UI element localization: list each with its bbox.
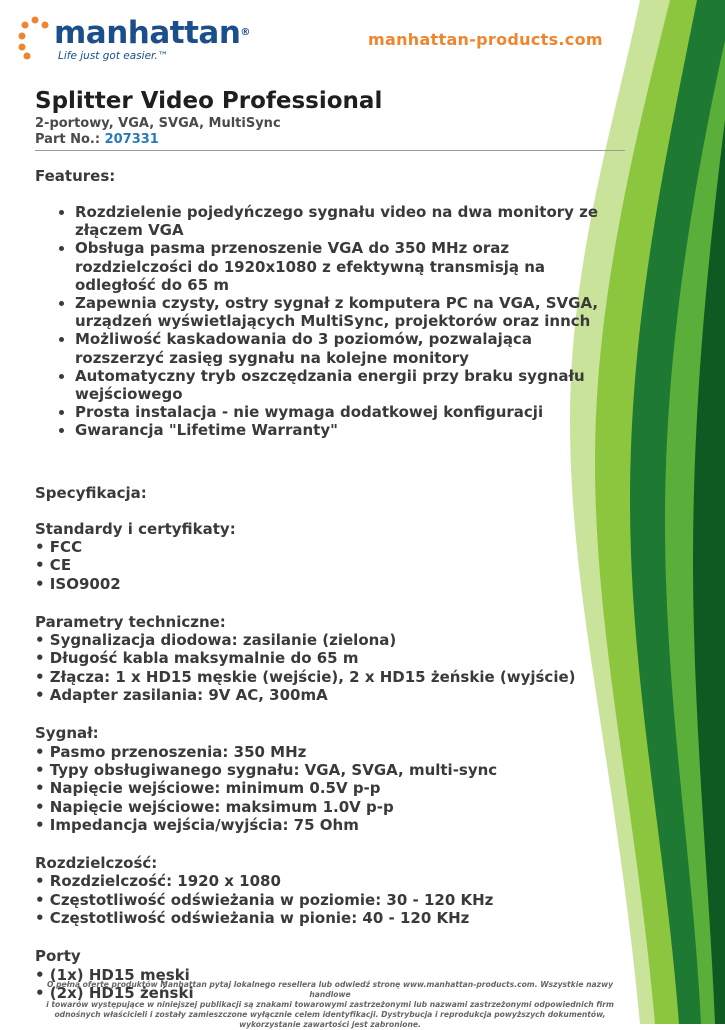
feature-item: • Obsługa pasma przenoszenie VGA do 350 MHz oraz rozdzielczości do 1920x1080 z efektywną transmisją na odległość do 65 m xyxy=(75,239,625,294)
spec-group-signal xyxy=(35,724,625,834)
part-number-label: Part No.: xyxy=(35,132,105,147)
spec-item: • Pasmo przenoszenia: 350 MHz xyxy=(35,742,307,761)
spec-group-heading: Porty xyxy=(35,947,81,966)
spec-item: • Długość kabla maksymalnie do 65 m xyxy=(35,649,359,668)
part-number-line xyxy=(35,132,625,151)
spec-item: • Rozdzielczość: 1920 x 1080 xyxy=(35,872,281,891)
spec-item: • Częstotliwość odświeżania w pionie: 40 - 120 KHz xyxy=(35,908,470,927)
spec-item: • Złącza: 1 x HD15 męskie (wejście), 2 x HD15 żeńskie (wyjście) xyxy=(35,667,576,686)
feature-item: • Gwarancja "Lifetime Warranty" xyxy=(75,421,625,439)
logo-dots-icon xyxy=(18,16,52,60)
spec-item: • Napięcie wejściowe: minimum 0.5V p-p xyxy=(35,779,381,798)
spec-item: • FCC xyxy=(35,537,83,556)
spec-item: • (1x) HD15 męski xyxy=(35,965,190,984)
site-url[interactable]: manhattan-products.com xyxy=(368,30,603,49)
manhattan-logo xyxy=(18,14,250,64)
spec-item: • Częstotliwość odświeżania w poziomie: 30 - 120 KHz xyxy=(35,890,494,909)
spec-item: • CE xyxy=(35,556,72,575)
product-subtitle: 2-portowy, VGA, SVGA, MultiSync xyxy=(35,116,281,131)
spec-item: • Impedancja wejścia/wyjścia: 75 Ohm xyxy=(35,815,359,834)
spec-item: • (2x) HD15 żeński xyxy=(35,983,194,1002)
features-list xyxy=(35,203,625,440)
logo-wordmark: manhattan® xyxy=(54,15,250,51)
datasheet-content xyxy=(35,86,625,1002)
feature-item: • Możliwość kaskadowania do 3 poziomów, pozwalająca rozszerzyć zasięg sygnału na kolejne monitory xyxy=(75,330,625,366)
spec-heading: Specyfikacja: xyxy=(35,483,147,502)
feature-item: • Automatyczny tryb oszczędzania energii przy braku sygnału wejściowego xyxy=(75,367,625,403)
spec-group-heading: Rozdzielczość: xyxy=(35,854,158,873)
legal-footer xyxy=(30,980,630,1030)
spec-item: • Typy obsługiwanego sygnału: VGA, SVGA, multi-sync xyxy=(35,760,498,779)
footer-line: wykorzystanie zawartości jest zabronione. xyxy=(239,1020,421,1029)
spec-group-resolution xyxy=(35,854,625,927)
spec-group-technical xyxy=(35,613,625,704)
footer-line: odnośnych właścicieli i zostały zamieszczone wyłącznie celem identyfikacji. Dystrybucja i reprodukcja powyższych dokumentów, xyxy=(54,1010,606,1019)
spec-item: • Sygnalizacja diodowa: zasilanie (zielona) xyxy=(35,631,397,650)
part-number: 207331 xyxy=(104,132,159,147)
spec-item: • Napięcie wejściowe: maksimum 1.0V p-p xyxy=(35,797,394,816)
spec-item: • ISO9002 xyxy=(35,574,121,593)
footer-line: i towarów występujące w niniejszej publikacji są znakami towarowymi zastrzeżonymi lub nazwami zastrzeżonymi odpowiednich firm xyxy=(46,1000,614,1009)
product-title: Splitter Video Professional xyxy=(35,88,383,114)
features-heading: Features: xyxy=(35,167,116,185)
spec-item: • Adapter zasilania: 9V AC, 300mA xyxy=(35,686,328,705)
spec-group-heading: Parametry techniczne: xyxy=(35,612,226,631)
spec-group-standards xyxy=(35,520,625,593)
feature-item: • Rozdzielenie pojedyńczego sygnału video na dwa monitory ze złączem VGA xyxy=(75,203,625,239)
spec-group-heading: Sygnał: xyxy=(35,724,99,743)
feature-item: • Prosta instalacja - nie wymaga dodatkowej konfiguracji xyxy=(75,403,625,421)
footer-line: O pełną ofertę produktów Manhattan pytaj lokalnego resellera lub odwiedź stronę www.manhattan-products.com. Wszystkie nazwy handlowe xyxy=(46,980,614,999)
spec-group-heading: Standardy i certyfikaty: xyxy=(35,519,236,538)
feature-item: • Zapewnia czysty, ostry sygnał z komputera PC na VGA, SVGA, urządzeń wyświetlających MultiSync, projektorów oraz innch xyxy=(75,294,625,330)
logo-tagline: Life just got easier.™ xyxy=(58,50,169,62)
